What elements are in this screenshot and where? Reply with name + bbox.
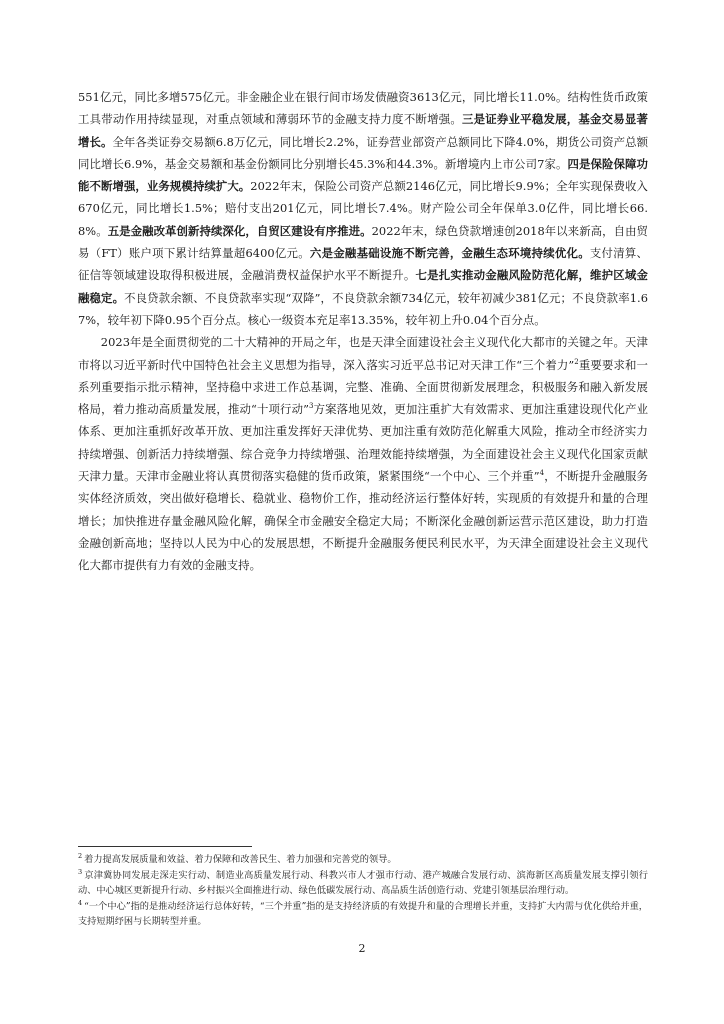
page-number: 2 xyxy=(358,942,366,955)
paragraph-2023-outlook xyxy=(78,331,648,576)
footnote-number: 3 xyxy=(78,867,83,876)
footnote-number: 4 xyxy=(78,898,83,907)
footnote-2 xyxy=(78,852,648,868)
footnote-divider xyxy=(78,846,252,847)
footnote-text: 京津冀协同发展走深走实行动、制造业高质量发展行动、科教兴市人才强市行动、港产城融合发展行动、滨海新区高质量发展支撑引领行动、中心城区更新提升行动、乡村振兴全面推进行动、绿色低碳发展行动、高品质生活创造行动、党建引领基层治理行动。 xyxy=(78,869,648,897)
footnote-4 xyxy=(78,899,648,930)
footnote-text: “一个中心”指的是推动经济运行总体好转，“三个并重”指的是支持经济质的有效提升和量的合理增长并重，支持扩大内需与优化供给并重，支持短期纾困与长期转型并重。 xyxy=(78,900,648,928)
para2-seg-2: 重要要求和一系列重要指示批示精神，坚持稳中求进工作总基调，完整、准确、全面贯彻新发展理念，积极服务和融入新发展格局，着力推动高质量发展，推动“十项行动” xyxy=(78,357,648,417)
body-text xyxy=(78,86,648,577)
para1-seg-9: 支付清算、征信等领域建设取得积极进展，金融消费权益保护水平不断提升。 xyxy=(78,246,648,283)
para1-seg-1: 551亿元，同比多增575亿元。非金融企业在银行间市场发债融资3613亿元，同比增长11.0%。结构性货币政策工具带动作用持续显现，对重点领域和薄弱环节的金融支持力度不断增强。 xyxy=(78,90,648,127)
para1-seg-5: 2022年末，保险公司资产总额2146亿元，同比增长9.9%；全年实现保费收入670亿元，同比增长1.5%；赔付支出201亿元，同比增长7.4%。财产险公司全年保单3.0亿件，同比增长66.8%。 xyxy=(78,179,648,238)
footnote-number: 2 xyxy=(78,851,83,860)
para1-highlight-insurance: 四是保险保障功能不断增强，业务规模持续扩大。 xyxy=(78,156,648,194)
para1-seg-11: 不良贷款余额、不良贷款率实现“双降”，不良贷款余额734亿元，较年初减少381亿元；不良贷款率1.67%，较年初下降0.95个百分点。核心一级资本充足率13.35%，较年初上升0.04个百分点。 xyxy=(78,290,648,327)
footnote-ref-2[interactable]: 2 xyxy=(574,357,579,366)
para1-seg-7: 2022年末，绿色贷款增速创2018年以来新高，自由贸易（FT）账户项下累计结算量超6400亿元。 xyxy=(78,223,649,261)
para2-seg-1: 2023年是全面贯彻党的二十大精神的开局之年，也是天津全面建设社会主义现代化大都市的关键之年。天津市将以习近平新时代中国特色社会主义思想为指导，深入落实习近平总书记对天津工作“三个着力” xyxy=(78,335,648,372)
para2-seg-3: 方案落地见效，更加注重扩大有效需求、更加注重建设现代化产业体系、更加注重抓好改革开放、更加注重发挥好天津优势、更加注重有效防范化解重大风险，推动全市经济实力持续增强、创新活力持续增强、综合竞争力持续增强、治理效能持续增强，为全面建设社会主义现代化国家贡献天津力量。天津市金融业将认真贯彻落实稳健的货币政策，紧紧围绕“一个中心、三个并重” xyxy=(78,402,649,484)
para2-seg-4: ，不断提升金融服务实体经济质效，突出做好稳增长、稳就业、稳物价工作，推动经济运行整体好转，实现质的有效提升和量的合理增长；加快推进存量金融风险化解，确保全市金融安全稳定大局；不断深化金融创新运营示范区建设，助力打造金融创新高地；坚持以人民为中心的发展思想，不断提升金融服务便民利民水平，为天津全面建设社会主义现代化大都市提供有力有效的金融支持。 xyxy=(78,469,648,573)
footnote-ref-3[interactable]: 3 xyxy=(309,402,314,411)
para1-seg-3: 全年各类证券交易额6.8万亿元，同比增长2.2%，证券营业部资产总额同比下降4.0%，期货公司资产总额同比增长6.9%，基金交易额和基金份额同比分别增长45.3%和44.3%。新增境内上市公司7家。 xyxy=(78,134,649,171)
para1-highlight-reform: 五是金融改革创新持续深化，自贸区建设有序推进。 xyxy=(107,223,372,238)
footnote-3 xyxy=(78,868,648,899)
para1-highlight-securities: 三是证券业平稳发展，基金交易显著增长。 xyxy=(78,112,648,149)
footnotes xyxy=(78,852,648,930)
para1-highlight-risk: 七是扎实推动金融风险防范化解，维护区域金融稳定。 xyxy=(78,268,648,305)
paragraph-financial-summary xyxy=(78,86,648,331)
para1-highlight-infrastructure: 六是金融基础设施不断完善，金融生态环境持续优化。 xyxy=(309,246,590,261)
footnote-ref-4[interactable]: 4 xyxy=(539,469,545,478)
footnote-text: 着力提高发展质量和效益、着力保障和改善民生、着力加强和完善党的领导。 xyxy=(84,854,397,865)
